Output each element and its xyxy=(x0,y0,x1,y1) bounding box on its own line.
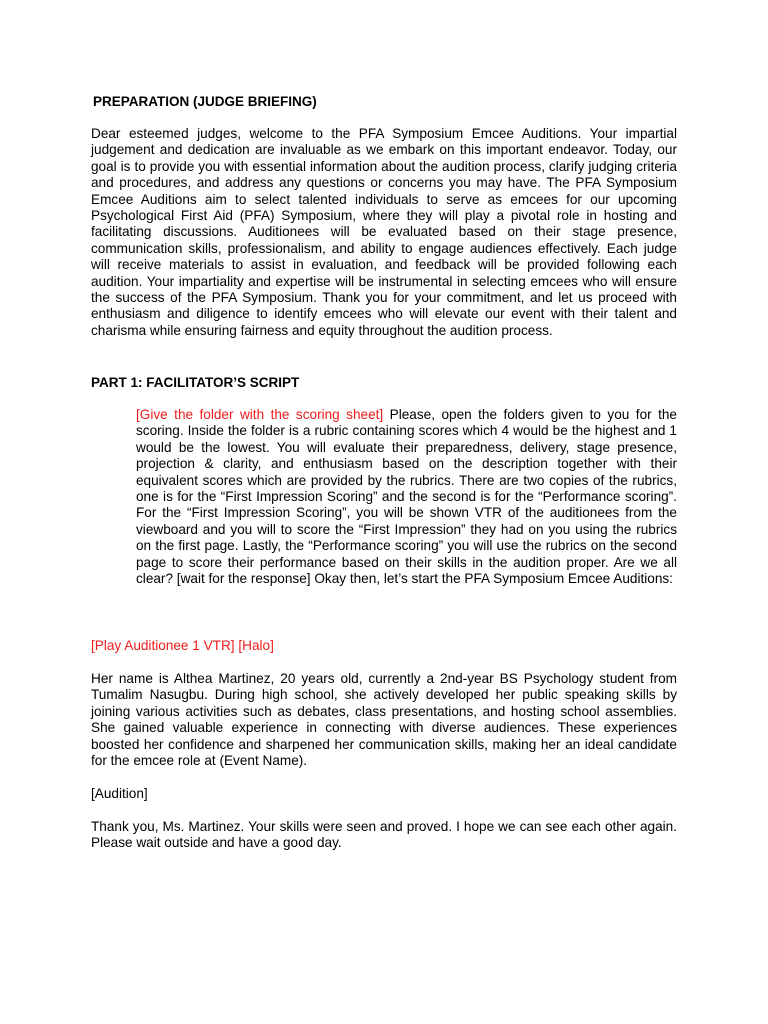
preparation-heading: PREPARATION (JUDGE BRIEFING) xyxy=(93,94,317,109)
facilitator-script-paragraph xyxy=(136,407,677,587)
part1-heading: PART 1: FACILITATOR’S SCRIPT xyxy=(91,375,300,390)
scoring-sheet-cue: [Give the folder with the scoring sheet] xyxy=(136,407,384,422)
script-text: Please, open the folders given to you for the scoring. Inside the folder is a rubric containing scores which 4 would be the highest and 1 would be the lowest. You will evaluate their preparedness, delivery, stage presence, projection & clarity, and enthusiasm based on the description together with their equivalent scores which are provided by the rubrics. There are two copies of the rubrics, one is for the “First Impression Scoring” and the second is for the “Performance scoring”. For the “First Impression Scoring”, you will be shown VTR of the auditionees from the viewboard and you will to score the “First Impression” they had on you using the rubrics on the first page. Lastly, the “Performance scoring” you will use the rubrics on the second page to score their performance based on their skills in the audition proper. Are we all clear? [wait for the response] Okay then, let’s start the PFA Symposium Emcee Auditions: xyxy=(136,407,677,587)
play-vtr-cue: [Play Auditionee 1 VTR] [Halo] xyxy=(91,638,274,653)
audition-marker: [Audition] xyxy=(91,786,148,801)
auditionee-bio-paragraph: Her name is Althea Martinez, 20 years old, currently a 2nd-year BS Psychology student from Tumalim Nasugbu. During high school, she actively developed her public speaking skills by joining various activities such as debates, class presentations, and hosting school assemblies. She gained valuable experience in connecting with diverse audiences. These experiences boosted her confidence and sharpened her communication skills, making her an ideal candidate for the emcee role at (Event Name). xyxy=(91,671,677,769)
intro-paragraph: Dear esteemed judges, welcome to the PFA Symposium Emcee Auditions. Your impartial judgement and dedication are invaluable as we embark on this important endeavor. Today, our goal is to provide you with essential information about the audition process, clarify judging criteria and procedures, and address any questions or concerns you may have. The PFA Symposium Emcee Auditions aim to select talented individuals to serve as emcees for our upcoming Psychological First Aid (PFA) Symposium, where they will play a pivotal role in hosting and facilitating discussions. Auditionees will be evaluated based on their stage presence, communication skills, professionalism, and ability to engage audiences effectively. Each judge will receive materials to assist in evaluation, and feedback will be provided following each audition. Your impartiality and expertise will be instrumental in selecting emcees who will ensure the success of the PFA Symposium. Thank you for your commitment, and let us proceed with enthusiasm and diligence to identify emcees who will elevate our event with their talent and charisma while ensuring fairness and equity throughout the audition process. xyxy=(91,126,677,338)
closing-paragraph: Thank you, Ms. Martinez. Your skills were seen and proved. I hope we can see each other again. Please wait outside and have a good day. xyxy=(91,819,677,851)
